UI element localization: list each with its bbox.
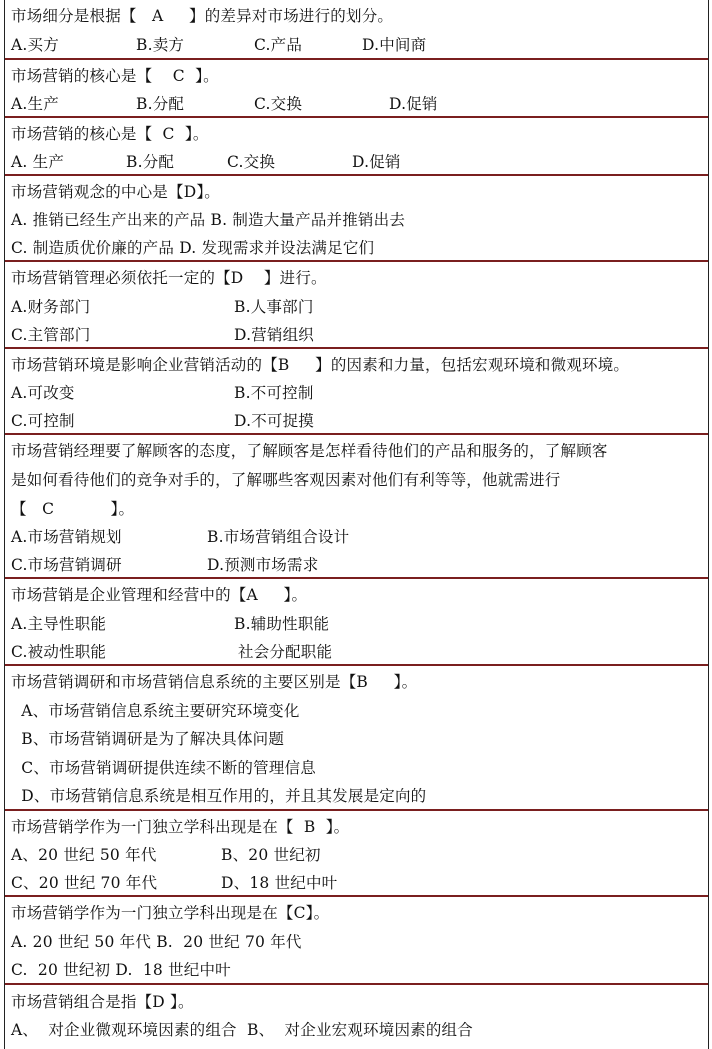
option-a: A.买方 bbox=[11, 36, 59, 54]
question-stem-line-2: 是如何看待他们的竞争对手的，了解哪些客观因素对他们有利等等，他就需进行 bbox=[11, 471, 561, 489]
option-d: D.不可捉摸 bbox=[234, 412, 315, 430]
question-block-2 bbox=[5, 60, 708, 118]
question-stem: 市场营销的核心是【 C 】。 bbox=[11, 125, 209, 143]
option-b: B.不可控制 bbox=[234, 384, 314, 402]
question-block-8 bbox=[5, 579, 708, 666]
option-line-1: A、 对企业微观环境因素的组合 B、 对企业宏观环境因素的组合 bbox=[11, 1021, 473, 1039]
question-block-12 bbox=[5, 985, 708, 1049]
option-b: B.人事部门 bbox=[234, 298, 314, 316]
option-d: D.促销 bbox=[389, 95, 438, 113]
option-b: B.辅助性职能 bbox=[234, 615, 330, 633]
option-line-c: C、市场营销调研提供连续不断的管理信息 bbox=[11, 759, 316, 777]
option-d: D.营销组织 bbox=[234, 326, 315, 344]
option-d: D、18 世纪中叶 bbox=[221, 874, 338, 892]
option-line-d: D、市场营销信息系统是相互作用的，并且其发展是定向的 bbox=[11, 787, 427, 805]
question-block-5 bbox=[5, 262, 708, 349]
question-stem-line-1: 市场营销经理要了解顾客的态度，了解顾客是怎样看待他们的产品和服务的，了解顾客 bbox=[11, 442, 608, 460]
option-a: A.市场营销规划 bbox=[11, 528, 122, 546]
question-stem: 市场营销环境是影响企业营销活动的【B 】的因素和力量，包括宏观环境和微观环境。 bbox=[11, 356, 630, 374]
option-b: B、20 世纪初 bbox=[221, 846, 321, 864]
option-c: C.被动性职能 bbox=[11, 643, 107, 661]
option-c: C.主管部门 bbox=[11, 326, 91, 344]
option-line-2: C. 20 世纪初 D. 18 世纪中叶 bbox=[11, 961, 231, 979]
option-b: B.市场营销组合设计 bbox=[207, 528, 350, 546]
question-sheet bbox=[4, 0, 709, 1049]
option-line-b: B、市场营销调研是为了解决具体问题 bbox=[11, 730, 285, 748]
question-stem: 市场营销管理必须依托一定的【D 】进行。 bbox=[11, 269, 327, 287]
question-block-7 bbox=[5, 435, 708, 579]
option-c: C、20 世纪 70 年代 bbox=[11, 874, 158, 892]
option-d: D.预测市场需求 bbox=[207, 556, 319, 574]
question-block-10 bbox=[5, 811, 708, 897]
option-line-1: A. 20 世纪 50 年代 B. 20 世纪 70 年代 bbox=[11, 933, 302, 951]
option-line-1: A. 推销已经生产出来的产品 B. 制造大量产品并推销出去 bbox=[11, 211, 406, 229]
option-c: C.交换 bbox=[227, 153, 276, 171]
question-stem: 市场营销观念的中心是【D】。 bbox=[11, 183, 220, 201]
question-block-1 bbox=[5, 0, 708, 60]
question-block-6 bbox=[5, 349, 708, 435]
question-block-4 bbox=[5, 176, 708, 262]
question-block-3 bbox=[5, 118, 708, 176]
question-stem-line-3: 【 C 】。 bbox=[11, 500, 135, 518]
option-d: 社会分配职能 bbox=[238, 643, 333, 661]
option-line-2: C. 制造质优价廉的产品 D. 发现需求并设法满足它们 bbox=[11, 239, 375, 257]
option-b: B.卖方 bbox=[136, 36, 185, 54]
question-stem: 市场营销组合是指【D 】。 bbox=[11, 993, 194, 1011]
option-c: C.可控制 bbox=[11, 412, 75, 430]
option-b: B.分配 bbox=[136, 95, 185, 113]
option-b: B.分配 bbox=[126, 153, 175, 171]
question-stem: 市场营销的核心是【 C 】。 bbox=[11, 67, 219, 85]
option-c: C.产品 bbox=[254, 36, 303, 54]
option-a: A.生产 bbox=[11, 95, 59, 113]
option-c: C.交换 bbox=[254, 95, 303, 113]
option-a: A.财务部门 bbox=[11, 298, 91, 316]
option-a: A. 生产 bbox=[11, 153, 65, 171]
option-line-a: A、市场营销信息系统主要研究环境变化 bbox=[11, 702, 300, 720]
option-a: A.可改变 bbox=[11, 384, 75, 402]
question-block-9 bbox=[5, 666, 708, 811]
question-stem: 市场细分是根据【 A 】的差异对市场进行的划分。 bbox=[11, 7, 394, 25]
question-block-11 bbox=[5, 897, 708, 985]
question-stem: 市场营销是企业管理和经营中的【A 】。 bbox=[11, 586, 308, 604]
option-c: C.市场营销调研 bbox=[11, 556, 122, 574]
question-stem: 市场营销调研和市场营销信息系统的主要区别是【B 】。 bbox=[11, 673, 418, 691]
option-a: A.主导性职能 bbox=[11, 615, 107, 633]
option-d: D.促销 bbox=[352, 153, 401, 171]
question-stem: 市场营销学作为一门独立学科出现是在【 B 】。 bbox=[11, 818, 350, 836]
option-a: A、20 世纪 50 年代 bbox=[11, 846, 157, 864]
option-d: D.中间商 bbox=[362, 36, 427, 54]
question-stem: 市场营销学作为一门独立学科出现是在【C】。 bbox=[11, 904, 330, 922]
